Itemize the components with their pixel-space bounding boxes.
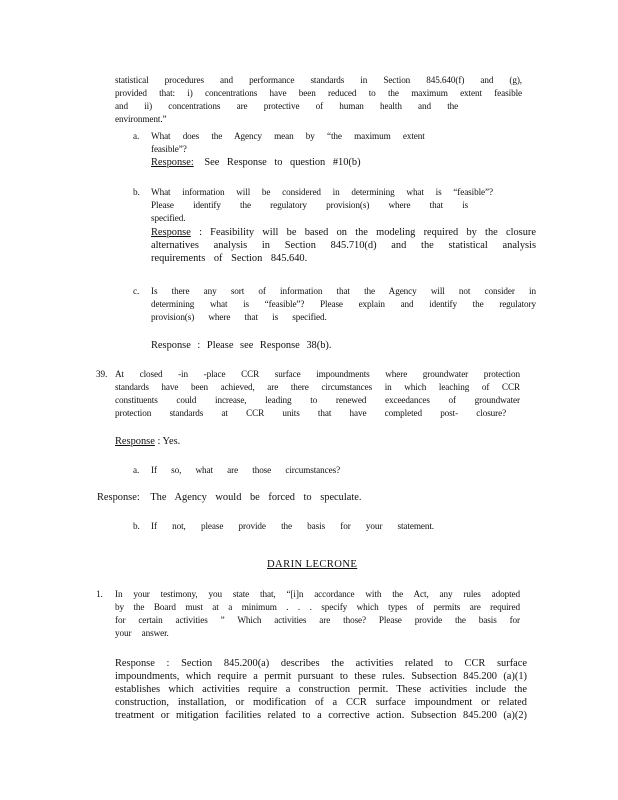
intro-line-1: statistical procedures and performance standards in Section 845.640(f) and (g), [115,75,522,85]
intro-line-2: provided that: i) concentrations have been reduced to the maximum extent feasible [115,88,522,98]
question-a-label: a. [133,131,140,141]
response-label: Response: [97,492,140,503]
response-text: : Yes. [157,436,181,447]
response-label: Response: [151,157,194,168]
question-a-text: What does the Agency mean by “the maximum extent feasible”? [151,131,425,154]
question-b-response: Response : Feasibility will be based on the modeling required by the closure alternatives analysis in Section 845.710(d) and the statistical analysis requirements of Section 845.640. [151,227,536,264]
question-39b-label: b. [133,521,140,531]
question-39a-label: a. [133,465,140,475]
intro-paragraph [115,74,522,126]
question-c-response: Response : Please see Response 38(b). [151,340,332,351]
response-label: Response [151,227,191,238]
question-39a-text: If so, what are those circumstances? [151,465,341,475]
question-a-response [151,156,451,169]
question-b-label: b. [133,187,140,197]
question-39-number: 39. [96,369,108,379]
question-1-number: 1. [96,589,103,599]
question-39a-response [97,491,457,504]
response-text: The Agency would be forced to speculate. [150,492,362,503]
response-text: See Response to question #10(b) [204,157,361,168]
question-39b-text: If not, please provide the basis for your statement. [151,521,435,531]
question-1-response: Response : Section 845.200(a) describes the activities related to CCR surface impoundments, which require a permit pursuant to these rules. Subsection 845.200 (a)(1) establishes which activities require a construction permit. These activities include the construction, installation, or modification of a CCR surface impoundment or related treatment or mitigation facilities related to a corrective action. Subsection 845.200 (a)(2) [115,658,527,721]
question-39-text: At closed -in -place CCR surface impoundments where groundwater protection standards have been achieved, are there circumstances in which leaching of CCR constituents could increase, leading to renewed exceedances of groundwater protection standards at CCR units that have completed post- closure? [115,369,520,418]
question-c-text: Is there any sort of information that the Agency will not consider in determining what is “feasible”? Please explain and identify the regulatory provision(s) where that is specified. [151,286,536,322]
question-39-response [115,435,315,448]
question-b-text: What information will be considered in determining what is “feasible”? Please identify the regulatory provision(s) where that is specified. [151,187,493,223]
question-c-label: c. [133,286,140,296]
section-heading: DARIN LECRONE [267,559,358,570]
question-1-text: In your testimony, you state that, “[i]n accordance with the Act, any rules adopted by the Board must at a minimum . . . specify which types of permits are required for certain activities ” Which activities are those? Please provide the basis for your answer. [115,589,520,638]
response-label: Response [115,436,155,447]
intro-line-3: and ii) concentrations are protective of human health and the environment.” [115,101,459,124]
